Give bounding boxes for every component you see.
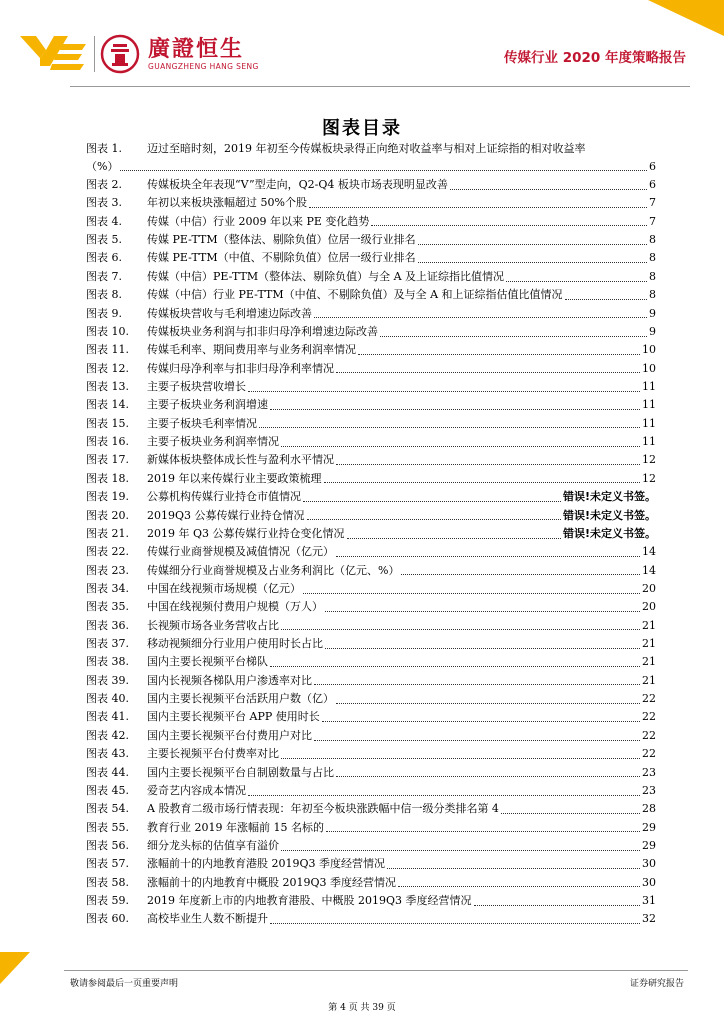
toc-entry[interactable] (86, 469, 656, 487)
toc-leader-dots (281, 628, 640, 630)
toc-entry[interactable] (86, 396, 656, 414)
toc-entry-number: 图表 14. (86, 398, 129, 412)
toc-entry-number: 图表 38. (86, 655, 129, 669)
toc-leader-dots (326, 830, 640, 832)
toc-entry[interactable] (86, 175, 656, 193)
toc-entry-page: 32 (642, 912, 656, 926)
toc-leader-dots (303, 500, 561, 502)
toc-entry-page: 8 (649, 233, 656, 247)
toc-entry-page: 12 (642, 453, 656, 467)
toc-entry-page: 9 (649, 306, 656, 320)
toc-entry-number: 图表 10. (86, 324, 129, 338)
toc-entry-page: 22 (642, 747, 656, 761)
toc-leader-dots (398, 885, 640, 887)
toc-entry-number: 图表 59. (86, 894, 129, 908)
toc-leader-dots (324, 481, 641, 483)
toc-entry-page: 6 (649, 159, 656, 173)
toc-entry-caption[interactable]: 主要子板块业务利润率情况 (147, 435, 279, 449)
toc-entry-page: 23 (642, 783, 656, 797)
toc-entry-number: 图表 58. (86, 875, 129, 889)
toc-entry[interactable] (86, 267, 656, 285)
toc-entry-page: 10 (642, 343, 656, 357)
toc-leader-dots (314, 683, 640, 685)
toc-leader-dots (248, 390, 640, 392)
toc-entry[interactable] (86, 341, 656, 359)
toc-leader-dots (336, 775, 640, 777)
toc-entry-number: 图表 2. (86, 178, 122, 192)
toc-entry-caption[interactable]: 传媒（中信）行业 PE-TTM（中值、不剔除负值）及与全 A 和上证综指估值比值情况 (147, 288, 563, 302)
toc-entry-caption[interactable]: 传媒板块营收与毛利增速边际改善 (147, 306, 312, 320)
toc-entry-number: 图表 18. (86, 471, 129, 485)
toc-entry-caption[interactable]: 2019 年以来传媒行业主要政策梳理 (147, 471, 322, 485)
toc-entry-page: 29 (642, 838, 656, 852)
toc-leader-dots (120, 169, 647, 171)
toc-entry-number: 图表 45. (86, 783, 129, 797)
toc-entry-page: 9 (649, 324, 656, 338)
toc-entry-number: 图表 19. (86, 490, 129, 504)
toc-title: 图表目录 (322, 118, 402, 139)
toc-entry-page: 10 (642, 361, 656, 375)
toc-entry-caption[interactable]: 主要子板块营收增长 (147, 379, 246, 393)
toc-entry-caption[interactable]: 国内长视频各梯队用户渗透率对比 (147, 673, 312, 687)
toc-entry[interactable] (86, 781, 656, 799)
toc-entry-caption[interactable]: 主要长视频平台付费率对比 (147, 747, 279, 761)
toc-leader-dots (450, 188, 647, 190)
toc-leader-dots (336, 463, 640, 465)
toc-leader-dots (314, 739, 640, 741)
toc-entry[interactable] (86, 634, 656, 652)
toc-entry-caption[interactable]: 高校毕业生人数不断提升 (147, 912, 268, 926)
toc-entry[interactable] (86, 726, 656, 744)
toc-entry-caption[interactable]: 国内主要长视频平台自制剧数量与占比 (147, 765, 334, 779)
toc-entry-page: 21 (642, 655, 656, 669)
toc-leader-dots (270, 408, 640, 410)
header-divider (70, 86, 690, 87)
toc-entry-caption[interactable]: 教育行业 2019 年涨幅前 15 名标的 (147, 820, 324, 834)
toc-entry-number: 图表 22. (86, 545, 129, 559)
toc-entry-page: 29 (642, 820, 656, 834)
toc-entry-number: 图表 9. (86, 306, 122, 320)
toc-entry[interactable] (86, 194, 656, 212)
toc-entry[interactable] (86, 451, 656, 469)
toc-entry-page: 7 (649, 196, 656, 210)
report-title: 传媒行业 2020 年度策略报告 (504, 50, 686, 66)
toc-entry-number: 图表 7. (86, 269, 122, 283)
corner-decoration-bottom-left (0, 952, 30, 984)
toc-entry[interactable] (86, 836, 656, 854)
toc-entry-number: 图表 20. (86, 508, 129, 522)
toc-entry[interactable] (86, 524, 656, 542)
toc-entry-number: 图表 3. (86, 196, 122, 210)
toc-entry-page: 21 (642, 673, 656, 687)
toc-entry-number: 图表 55. (86, 820, 129, 834)
toc-entry-caption[interactable]: 传媒归母净利率与扣非归母净利率情况 (147, 361, 334, 375)
toc-entry[interactable] (86, 432, 656, 450)
toc-entry[interactable] (86, 818, 656, 836)
toc-entry-page: 14 (642, 545, 656, 559)
toc-entry-page: 21 (642, 618, 656, 632)
toc-entry[interactable] (86, 855, 656, 873)
toc-leader-dots (336, 702, 640, 704)
toc-entry-number: 图表 40. (86, 692, 129, 706)
toc-entry[interactable] (86, 561, 656, 579)
toc-entry-number: 图表 36. (86, 618, 129, 632)
logo-separator (94, 36, 95, 72)
toc-leader-dots (380, 335, 647, 337)
footer-disclaimer: 敬请参阅最后一页重要声明 (70, 979, 179, 989)
toc-entry-page: 12 (642, 471, 656, 485)
toc-leader-dots (307, 518, 561, 520)
toc-entry-number: 图表 12. (86, 361, 129, 375)
toc-entry-number: 图表 44. (86, 765, 129, 779)
toc-leader-dots (309, 206, 647, 208)
toc-leader-dots (322, 720, 640, 722)
toc-entry-caption[interactable]: 年初以来板块涨幅超过 50%个股 (147, 196, 307, 210)
toc-entry-page: 错误!未定义书签。 (562, 490, 656, 504)
toc-entry[interactable] (86, 230, 656, 248)
toc-entry-page: 21 (642, 637, 656, 651)
toc-leader-dots (281, 445, 640, 447)
toc-entry[interactable] (86, 506, 656, 524)
toc-leader-dots (336, 371, 640, 373)
toc-entry-page: 11 (642, 398, 656, 412)
toc-entry-page: 30 (642, 875, 656, 889)
toc-entry-number: 图表 34. (86, 581, 129, 595)
toc-entry-number: 图表 17. (86, 453, 129, 467)
toc-entry[interactable] (86, 377, 656, 395)
toc-entry[interactable] (86, 579, 656, 597)
toc-entry-caption[interactable]: 传媒毛利率、期间费用率与业务利润率情况 (147, 343, 356, 357)
toc-entry[interactable] (86, 487, 656, 505)
toc-leader-dots (336, 555, 640, 557)
toc-entry-page: 错误!未定义书签。 (562, 526, 656, 540)
toc-entry-number: 图表 39. (86, 673, 129, 687)
toc-entry-caption[interactable]: 传媒 PE-TTM（整体法、剔除负值）位居一级行业排名 (147, 233, 416, 247)
toc-entry[interactable] (86, 414, 656, 432)
toc-entry-page: 20 (642, 600, 656, 614)
toc-entry-number: 图表 1. (86, 142, 122, 155)
toc-leader-dots (303, 592, 640, 594)
toc-leader-dots (418, 261, 647, 263)
toc-entry-number: 图表 21. (86, 526, 129, 540)
toc-entry[interactable] (86, 689, 656, 707)
toc-entry-caption[interactable]: 2019 年度新上市的内地教育港股、中概股 2019Q3 季度经营情况 (147, 894, 472, 908)
toc-entry-number: 图表 15. (86, 416, 129, 430)
toc-entry-page: 11 (642, 379, 656, 393)
toc-entry-number: 图表 16. (86, 435, 129, 449)
toc-leader-dots (259, 426, 640, 428)
toc-leader-dots (248, 794, 640, 796)
toc-entry[interactable] (86, 322, 656, 340)
company-name-cn: 廣證恒生 (148, 37, 245, 62)
toc-entry-caption[interactable]: 2019 年 Q3 公募传媒行业持仓变化情况 (147, 526, 345, 540)
toc-leader-dots (387, 867, 640, 869)
toc-entry-caption[interactable]: 中国在线视频付费用户规模（万人） (147, 600, 323, 614)
toc-entry-caption[interactable]: 传媒板块全年表现“V”型走向，Q2-Q4 板块市场表现明显改善 (147, 178, 448, 192)
toc-leader-dots (347, 537, 561, 539)
toc-entry-number: 图表 4. (86, 214, 122, 228)
toc-entry-page: 8 (649, 288, 656, 302)
toc-entry-number: 图表 6. (86, 251, 122, 265)
toc-entry-caption[interactable]: 传媒行业商誉规模及减值情况（亿元） (147, 545, 334, 559)
toc-entry-continuation[interactable] (86, 157, 656, 175)
toc-entry-caption[interactable]: 传媒板块业务利润与扣非归母净利增速边际改善 (147, 324, 378, 338)
toc-entry-caption[interactable]: 传媒 PE-TTM（中值、不剔除负值）位居一级行业排名 (147, 251, 416, 265)
toc-entry[interactable] (86, 359, 656, 377)
toc-entry-page: 8 (649, 251, 656, 265)
toc-leader-dots (565, 298, 647, 300)
toc-entry-caption[interactable]: 中国在线视频市场规模（亿元） (147, 581, 301, 595)
toc-leader-dots (418, 243, 647, 245)
toc-entry-number: 图表 8. (86, 288, 122, 302)
toc-entry-caption[interactable]: 国内主要长视频平台付费用户对比 (147, 728, 312, 742)
toc-entry-caption[interactable]: 移动视频细分行业用户使用时长占比 (147, 637, 323, 651)
gzhs-emblem-icon (100, 34, 140, 74)
toc-entry-page: 11 (642, 416, 656, 430)
toc-entry-page: 8 (649, 269, 656, 283)
footer-page-number: 第 4 页 共 39 页 (328, 1003, 396, 1013)
toc-entry[interactable] (86, 910, 656, 928)
toc-entry[interactable] (86, 249, 656, 267)
toc-entry-caption[interactable]: 涨幅前十的内地教育港股 2019Q3 季度经营情况 (147, 857, 386, 871)
toc-entry-page: 30 (642, 857, 656, 871)
toc-entry[interactable] (86, 763, 656, 781)
toc-entry-number: 图表 13. (86, 379, 129, 393)
toc-entry-caption[interactable]: 国内主要长视频平台 APP 使用时长 (147, 710, 320, 724)
toc-entry-caption[interactable]: 迈过至暗时刻，2019 年初至今传媒板块录得正向绝对收益率与相对上证综指的相对收益率 (147, 142, 586, 155)
toc-leader-dots (270, 665, 640, 667)
toc-entry[interactable] (86, 286, 656, 304)
toc-entry-number: 图表 5. (86, 233, 122, 247)
toc-leader-dots (281, 757, 640, 759)
toc-leader-dots (281, 849, 640, 851)
ye-logo-icon (20, 30, 88, 74)
toc-entry-caption[interactable]: 新媒体板块整体成长性与盈利水平情况 (147, 453, 334, 467)
toc-entry-caption[interactable]: 传媒（中信）PE-TTM（整体法、剔除负值）与全 A 及上证综指比值情况 (147, 269, 505, 283)
toc-leader-dots (325, 647, 640, 649)
toc-entry-caption[interactable]: 涨幅前十的内地教育中概股 2019Q3 季度经营情况 (147, 875, 397, 889)
toc-entry-number: 图表 57. (86, 857, 129, 871)
toc-entry-caption[interactable]: 主要子板块毛利率情况 (147, 416, 257, 430)
toc-entry[interactable] (86, 873, 656, 891)
toc-list (86, 140, 656, 928)
toc-entry-number: 图表 56. (86, 838, 129, 852)
toc-entry[interactable] (86, 708, 656, 726)
toc-entry[interactable] (86, 304, 656, 322)
toc-leader-dots (506, 280, 647, 282)
toc-entry-caption[interactable]: 主要子板块业务利润增速 (147, 398, 268, 412)
corner-decoration-top-right (648, 0, 724, 36)
toc-entry[interactable] (86, 543, 656, 561)
toc-entry-caption[interactable]: 2019Q3 公募传媒行业持仓情况 (147, 508, 305, 522)
toc-entry-number: 图表 43. (86, 747, 129, 761)
toc-entry-number: 图表 60. (86, 912, 129, 926)
toc-entry-number: 图表 42. (86, 728, 129, 742)
toc-entry[interactable] (86, 598, 656, 616)
toc-entry-page: 6 (649, 178, 656, 192)
toc-entry-page: 22 (642, 728, 656, 742)
toc-leader-dots (371, 224, 647, 226)
toc-entry-page: 7 (649, 214, 656, 228)
toc-entry[interactable] (86, 653, 656, 671)
toc-entry-page: 28 (642, 802, 656, 816)
toc-leader-dots (401, 573, 640, 575)
toc-leader-dots (501, 812, 640, 814)
toc-entry-caption-cont: （%） (86, 159, 119, 173)
toc-entry-caption[interactable]: 传媒细分行业商誉规模及占业务利润比（亿元、%） (147, 563, 400, 577)
toc-entry-number: 图表 41. (86, 710, 129, 724)
toc-entry-page: 23 (642, 765, 656, 779)
toc-entry[interactable] (86, 616, 656, 634)
toc-entry-caption[interactable]: 细分龙头标的估值享有溢价 (147, 838, 279, 852)
toc-entry-page: 31 (642, 894, 656, 908)
toc-entry[interactable] (86, 671, 656, 689)
toc-leader-dots (314, 316, 647, 318)
toc-entry-number: 图表 54. (86, 802, 129, 816)
toc-entry[interactable] (86, 800, 656, 818)
toc-entry-caption[interactable]: 爱奇艺内容成本情况 (147, 783, 246, 797)
toc-leader-dots (270, 922, 640, 924)
toc-entry-caption[interactable]: A 股教育二级市场行情表现：年初至今板块涨跌幅中信一级分类排名第 4 (147, 802, 499, 816)
toc-entry-caption[interactable]: 国内主要长视频平台活跃用户数（亿） (147, 692, 334, 706)
toc-entry-caption[interactable]: 长视频市场各业务营收占比 (147, 618, 279, 632)
toc-entry[interactable] (86, 891, 656, 909)
toc-leader-dots (358, 353, 640, 355)
footer-divider (64, 970, 688, 971)
footer-doc-type: 证券研究报告 (629, 979, 684, 989)
toc-entry-page: 22 (642, 692, 656, 706)
toc-entry[interactable] (86, 212, 656, 230)
toc-entry[interactable] (86, 745, 656, 763)
toc-entry-caption[interactable]: 公募机构传媒行业持仓市值情况 (147, 490, 301, 504)
company-name-en: GUANGZHENG HANG SENG (148, 62, 259, 71)
toc-entry-number: 图表 37. (86, 637, 129, 651)
toc-entry-number: 图表 11. (86, 343, 129, 357)
toc-leader-dots (474, 904, 641, 906)
toc-leader-dots (325, 610, 640, 612)
toc-entry-caption[interactable]: 传媒（中信）行业 2009 年以来 PE 变化趋势 (147, 214, 370, 228)
toc-entry-page: 11 (642, 435, 656, 449)
toc-entry-page: 20 (642, 581, 656, 595)
toc-entry[interactable] (86, 140, 656, 157)
toc-entry-page: 14 (642, 563, 656, 577)
toc-entry-page: 22 (642, 710, 656, 724)
toc-entry-number: 图表 35. (86, 600, 129, 614)
toc-entry-page: 错误!未定义书签。 (562, 508, 656, 522)
toc-entry-number: 图表 23. (86, 563, 129, 577)
toc-entry-caption[interactable]: 国内主要长视频平台梯队 (147, 655, 268, 669)
